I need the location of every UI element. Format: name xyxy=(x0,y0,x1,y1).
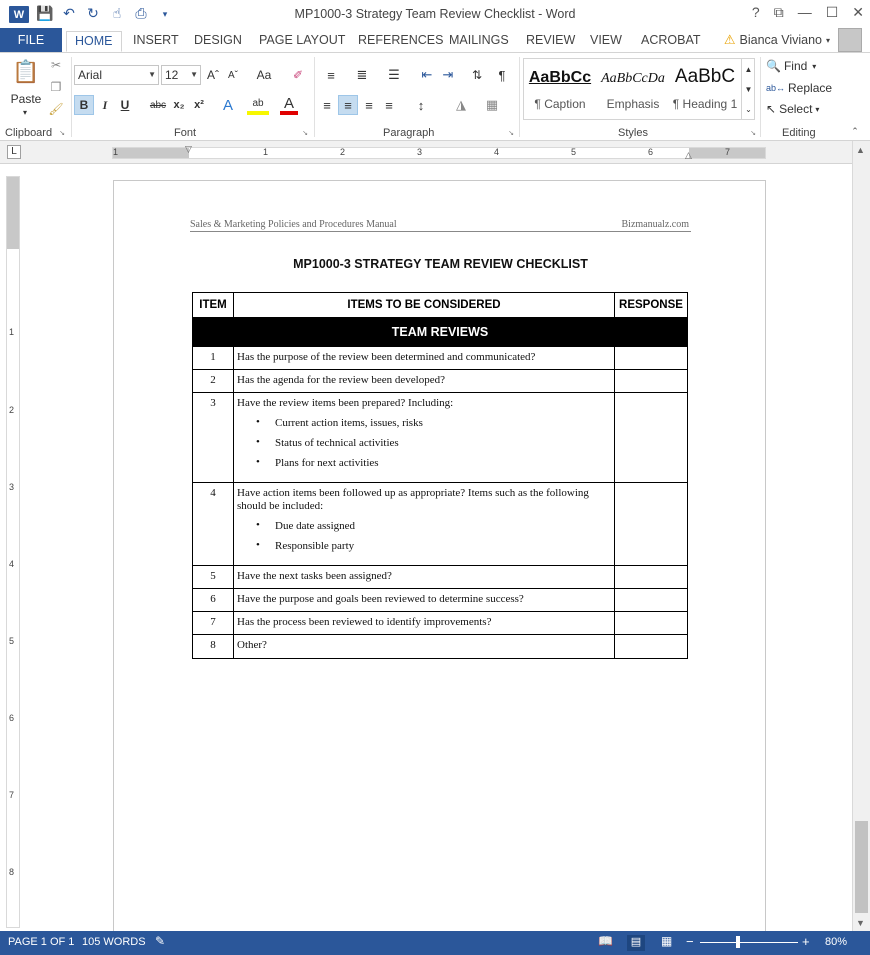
document-title: MP1000-3 STRATEGY TEAM REVIEW CHECKLIST xyxy=(293,257,588,271)
page-count[interactable]: PAGE 1 OF 1 xyxy=(8,936,75,948)
row-question: Has the process been reviewed to identify improvements? xyxy=(237,616,492,629)
superscript-icon[interactable]: x² xyxy=(194,99,204,111)
table-row xyxy=(193,347,688,370)
table-row xyxy=(193,635,688,658)
italic-button[interactable]: I xyxy=(102,97,108,112)
chevron-down-icon: ▾ xyxy=(812,61,817,71)
select-label: Select xyxy=(779,102,813,116)
ruler-number: 4 xyxy=(9,559,15,569)
style-caption-name: ¶ Caption xyxy=(534,97,586,111)
justify-icon[interactable]: ≡ xyxy=(385,97,393,113)
word-count[interactable]: 105 WORDS xyxy=(82,936,146,948)
chevron-down-icon: ▾ xyxy=(825,35,830,45)
cursor-icon: ↖ xyxy=(766,102,777,116)
copy-icon[interactable]: ❐ xyxy=(50,80,62,94)
cut-icon[interactable]: ✂ xyxy=(50,58,62,72)
group-separator xyxy=(314,57,315,137)
table-row xyxy=(193,565,688,588)
clipboard-launcher-icon[interactable]: ↘ xyxy=(59,130,65,137)
font-launcher-icon[interactable]: ↘ xyxy=(302,130,308,137)
header-rule xyxy=(190,231,691,232)
shrink-font-icon[interactable]: Aˇ xyxy=(228,69,238,81)
row-question-cell[interactable] xyxy=(234,393,615,483)
scroll-thumb[interactable] xyxy=(855,821,868,913)
font-family-value: Arial xyxy=(78,68,103,82)
bullets-icon[interactable]: ≡ xyxy=(327,67,335,83)
ruler-number: 2 xyxy=(340,147,346,157)
styles-more-icon[interactable]: ⌄ xyxy=(741,99,755,119)
chevron-down-icon: ▼ xyxy=(190,70,198,79)
row-question: Have the purpose and goals been reviewed to determine success? xyxy=(237,593,524,606)
vertical-ruler[interactable] xyxy=(6,176,20,928)
warning-icon: ⚠ xyxy=(723,32,736,47)
response-cell[interactable] xyxy=(615,612,688,635)
ruler-number: 7 xyxy=(725,147,731,157)
align-center-icon[interactable]: ≡ xyxy=(338,95,358,115)
table-row xyxy=(193,393,688,483)
ruler-top-margin xyxy=(7,177,19,249)
change-case-button[interactable] xyxy=(251,66,277,84)
style-emphasis-name: Emphasis xyxy=(606,97,660,111)
response-cell[interactable] xyxy=(615,589,688,612)
row-question: Has the agenda for the review been developed? xyxy=(237,374,445,387)
row-question-cell[interactable] xyxy=(234,635,615,658)
tab-design[interactable]: DESIGN xyxy=(194,33,242,47)
tab-insert[interactable]: INSERT xyxy=(133,33,179,47)
row-question: Has the purpose of the review been determined and communicated? xyxy=(237,351,536,363)
styles-gallery xyxy=(523,58,755,120)
minimize-icon[interactable]: — xyxy=(797,4,812,20)
text-effects-icon[interactable]: A xyxy=(222,96,233,114)
avatar[interactable] xyxy=(838,28,862,52)
user-name: Bianca Viviano xyxy=(739,33,822,47)
clear-formatting-icon[interactable]: ✐ xyxy=(292,68,304,82)
row-number: 1 xyxy=(193,347,234,370)
ruler-number: 2 xyxy=(9,405,15,415)
tab-review[interactable]: REVIEW xyxy=(526,33,576,47)
numbering-icon[interactable]: ≣ xyxy=(356,67,368,82)
maximize-icon[interactable]: ☐ xyxy=(825,4,839,20)
ribbon-tabs xyxy=(0,28,870,52)
replace-button[interactable] xyxy=(766,79,832,97)
shading-icon[interactable]: ◮ xyxy=(456,97,466,112)
row-number: 6 xyxy=(193,589,234,612)
section-row xyxy=(193,318,688,347)
ribbon-display-options-icon[interactable]: ⧉ xyxy=(773,4,784,20)
group-separator xyxy=(71,57,72,137)
style-caption-sample: AaBbCc xyxy=(528,69,592,86)
help-icon[interactable]: ? xyxy=(751,4,760,20)
styles-group-label: Styles xyxy=(618,127,648,139)
style-emphasis[interactable] xyxy=(596,59,670,119)
bullet-item: • Responsible party xyxy=(237,540,611,553)
row-question-cell[interactable] xyxy=(234,589,615,612)
style-heading-1-sample: AaBbC xyxy=(674,66,736,87)
row-question-cell[interactable] xyxy=(234,612,615,635)
row-question-cell[interactable] xyxy=(234,565,615,588)
column-header-items: ITEMS TO BE CONSIDERED xyxy=(234,293,615,318)
subscript-icon[interactable]: x₂ xyxy=(173,99,185,111)
show-formatting-icon[interactable]: ¶ xyxy=(498,67,506,83)
quick-access-toolbar xyxy=(36,5,174,23)
align-right-icon[interactable]: ≡ xyxy=(365,97,373,113)
decrease-indent-icon[interactable]: ⇤ xyxy=(421,67,433,82)
clipboard-group-label: Clipboard xyxy=(5,127,53,139)
print-layout-icon[interactable]: ▤ xyxy=(627,935,645,951)
row-number: 7 xyxy=(193,612,234,635)
styles-launcher-icon[interactable]: ↘ xyxy=(750,130,756,137)
web-layout-icon[interactable]: ▦ xyxy=(661,934,673,948)
font-size-combo[interactable] xyxy=(161,65,201,85)
binoculars-icon: 🔍 xyxy=(766,59,781,73)
touch-mode-icon[interactable]: ☝ xyxy=(112,5,122,21)
chevron-down-icon: ▼ xyxy=(148,70,156,79)
vertical-scrollbar[interactable] xyxy=(852,141,870,931)
table-row xyxy=(193,589,688,612)
user-account[interactable] xyxy=(724,32,830,48)
style-emphasis-sample: AaBbCcDa xyxy=(601,71,665,86)
row-number: 2 xyxy=(193,370,234,393)
scroll-up-icon[interactable]: ▲ xyxy=(856,145,865,155)
row-question: Have the next tasks been assigned? xyxy=(237,569,392,582)
response-cell[interactable] xyxy=(615,347,688,370)
close-icon[interactable]: ✕ xyxy=(852,4,864,20)
word-app-icon[interactable]: W xyxy=(9,6,29,23)
font-size-value: 12 xyxy=(165,68,179,82)
styles-scroll-up-icon[interactable]: ▲ xyxy=(741,59,755,79)
bullet-list xyxy=(237,417,611,471)
scroll-down-icon[interactable]: ▼ xyxy=(856,918,865,928)
zoom-out-icon[interactable]: − xyxy=(686,934,694,949)
zoom-level[interactable]: 80% xyxy=(825,936,848,948)
row-number: 5 xyxy=(193,565,234,588)
find-label: Find xyxy=(783,59,808,73)
row-question-cell[interactable] xyxy=(234,370,615,393)
tab-view[interactable]: VIEW xyxy=(590,33,622,47)
borders-icon[interactable]: ▦ xyxy=(485,97,499,112)
grow-font-icon[interactable]: Aˆ xyxy=(207,68,219,82)
customize-qat-icon[interactable]: ▾ xyxy=(162,9,168,19)
paragraph-group-label: Paragraph xyxy=(383,127,435,139)
chevron-down-icon: ▾ xyxy=(815,104,820,114)
select-button[interactable] xyxy=(766,100,832,118)
align-left-icon[interactable]: ≡ xyxy=(323,97,331,113)
editing-group-label: Editing xyxy=(782,127,816,139)
format-painter-icon[interactable]: 🖌 xyxy=(48,102,64,116)
ruler-number: 1 xyxy=(9,327,15,337)
bullet-item: • Current action items, issues, risks xyxy=(237,417,611,430)
collapse-ribbon-icon[interactable]: ⌃ xyxy=(851,125,859,136)
row-number: 3 xyxy=(193,393,234,483)
ruler-number: 1 xyxy=(113,147,119,157)
sort-icon[interactable]: ⇅ xyxy=(471,68,483,82)
table-row xyxy=(193,370,688,393)
bullet-item: • Status of technical activities xyxy=(237,437,611,450)
table-row xyxy=(193,612,688,635)
redo-icon[interactable]: ↻ xyxy=(87,5,99,21)
ruler-number: 3 xyxy=(9,482,15,492)
right-indent-marker-icon[interactable]: △ xyxy=(685,150,692,160)
quick-print-icon[interactable]: ⎙ xyxy=(135,5,147,21)
read-mode-icon[interactable]: 📖 xyxy=(598,934,613,948)
replace-icon: ab↔ xyxy=(766,83,786,93)
window-title: MP1000-3 Strategy Team Review Checklist - Word xyxy=(294,7,576,21)
tab-selector[interactable]: L xyxy=(7,145,21,159)
column-header-item: ITEM xyxy=(193,293,234,318)
styles-scroll-down-icon[interactable]: ▼ xyxy=(741,79,755,99)
page-header-left: Sales & Marketing Policies and Procedures Manual xyxy=(190,219,397,230)
title-bar xyxy=(0,0,870,28)
zoom-slider-thumb[interactable] xyxy=(736,936,740,948)
ruler-number: 8 xyxy=(9,867,15,877)
horizontal-ruler[interactable] xyxy=(112,144,766,160)
document-page[interactable] xyxy=(113,180,766,940)
tab-acrobat[interactable]: ACROBAT xyxy=(641,33,701,47)
tab-page-layout[interactable]: PAGE LAYOUT xyxy=(259,33,346,47)
status-bar xyxy=(0,931,870,955)
zoom-in-icon[interactable]: + xyxy=(802,934,810,949)
indent-marker-icon[interactable]: ▽ xyxy=(185,144,192,154)
tab-home[interactable]: HOME xyxy=(66,31,122,52)
replace-label: Replace xyxy=(788,81,833,95)
section-title: TEAM REVIEWS xyxy=(193,318,688,347)
ruler-number: 1 xyxy=(263,147,269,157)
row-question: Have the review items been prepared? Including: xyxy=(237,397,454,410)
bullet-item: • Plans for next activities xyxy=(237,457,611,470)
ruler-number: 7 xyxy=(9,790,15,800)
style-caption[interactable] xyxy=(524,59,596,119)
underline-button[interactable]: U xyxy=(120,98,130,112)
response-cell[interactable] xyxy=(615,370,688,393)
paragraph-launcher-icon[interactable]: ↘ xyxy=(508,130,514,137)
row-question-cell[interactable] xyxy=(234,347,615,370)
ruler-left-margin xyxy=(113,148,189,158)
row-question: Other? xyxy=(237,639,267,652)
strikethrough-icon[interactable]: abc xyxy=(149,99,167,111)
ruler-number: 3 xyxy=(417,147,423,157)
ruler-number: 5 xyxy=(9,636,15,646)
tab-file[interactable]: FILE xyxy=(0,28,62,52)
table-header-row xyxy=(193,293,688,318)
tab-mailings[interactable]: MAILINGS xyxy=(449,33,509,47)
ruler-number: 5 xyxy=(571,147,577,157)
ruler-number: 6 xyxy=(9,713,15,723)
response-cell[interactable] xyxy=(615,483,688,566)
group-separator xyxy=(760,57,761,137)
row-number: 4 xyxy=(193,483,234,566)
ruler-row xyxy=(0,141,870,164)
font-group-label: Font xyxy=(174,127,197,139)
group-separator xyxy=(519,57,520,137)
ruler-number: 6 xyxy=(648,147,654,157)
row-question-cell[interactable] xyxy=(234,483,615,566)
zoom-slider[interactable] xyxy=(700,942,798,943)
bullet-item: • Due date assigned xyxy=(237,520,611,533)
ruler-number: 4 xyxy=(494,147,500,157)
response-cell[interactable] xyxy=(615,565,688,588)
font-family-combo[interactable] xyxy=(74,65,159,85)
response-cell[interactable] xyxy=(615,393,688,483)
change-case-label: Aa xyxy=(256,68,272,82)
undo-icon[interactable]: ↶ xyxy=(63,5,75,21)
row-question: Have action items been followed up as appropriate? Items such as the following should be included: xyxy=(237,487,589,513)
checklist-table xyxy=(192,292,688,659)
font-color-icon[interactable]: A xyxy=(280,95,298,115)
tab-references[interactable]: REFERENCES xyxy=(358,33,444,47)
bold-button[interactable]: B xyxy=(74,95,94,115)
floppy-disk-icon[interactable]: 💾 xyxy=(36,5,54,21)
ribbon xyxy=(0,52,870,141)
window-controls xyxy=(752,4,864,21)
paste-icon[interactable]: 📋 xyxy=(12,59,40,84)
find-button[interactable] xyxy=(766,57,826,75)
bullet-list xyxy=(237,520,611,553)
page-header-right: Bizmanualz.com xyxy=(621,219,689,230)
paste-button[interactable]: Paste xyxy=(10,92,42,106)
increase-indent-icon[interactable]: ⇥ xyxy=(442,67,454,82)
response-cell[interactable] xyxy=(615,635,688,658)
row-number: 8 xyxy=(193,635,234,658)
column-header-response: RESPONSE xyxy=(615,293,688,318)
paste-chevron-icon[interactable]: ▾ xyxy=(22,107,27,117)
multilevel-list-icon[interactable]: ☰ xyxy=(388,67,400,82)
style-heading-1[interactable] xyxy=(670,59,740,119)
highlight-icon[interactable]: ab xyxy=(247,95,269,115)
line-spacing-icon[interactable]: ↕ xyxy=(417,97,425,113)
style-heading-1-name: ¶ Heading 1 xyxy=(672,97,738,111)
table-row xyxy=(193,483,688,566)
proofing-icon[interactable]: ✎ xyxy=(155,934,166,948)
